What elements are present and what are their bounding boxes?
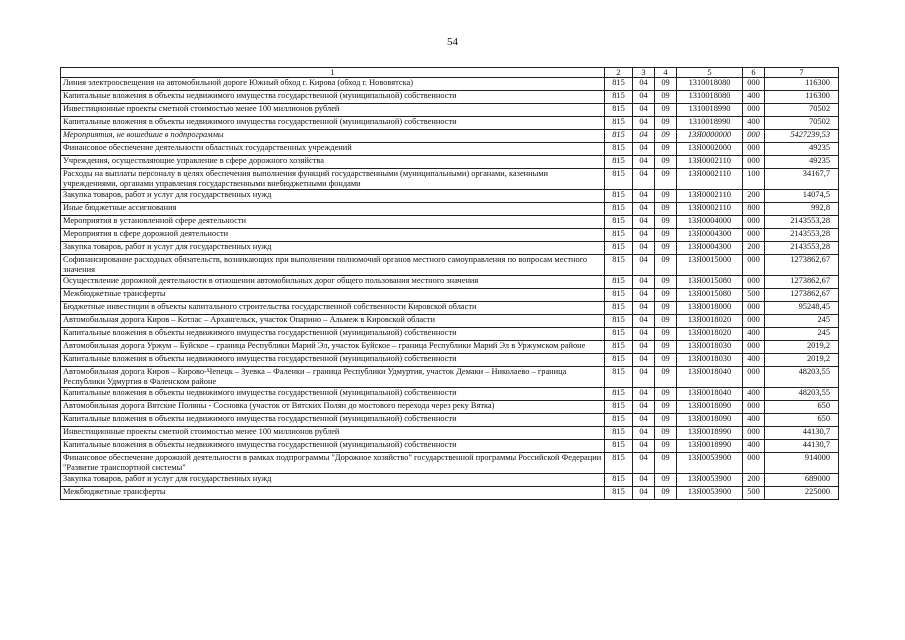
row-amount: 49235 bbox=[765, 156, 839, 169]
table-row bbox=[61, 354, 839, 367]
row-expense-type: 400 bbox=[743, 328, 765, 341]
row-subsection: 09 bbox=[655, 169, 677, 190]
row-ministry-code: 815 bbox=[605, 328, 633, 341]
table-row bbox=[61, 276, 839, 289]
row-section: 04 bbox=[633, 91, 655, 104]
header-cell: 6 bbox=[743, 68, 765, 78]
row-ministry-code: 815 bbox=[605, 354, 633, 367]
table-row bbox=[61, 453, 839, 474]
row-subsection: 09 bbox=[655, 229, 677, 242]
row-expense-type: 500 bbox=[743, 487, 765, 500]
row-amount: 49235 bbox=[765, 143, 839, 156]
table-row bbox=[61, 474, 839, 487]
row-expense-type: 000 bbox=[743, 453, 765, 474]
row-name: Мероприятия в сфере дорожной деятельности bbox=[61, 229, 605, 242]
row-target-article: 13Я0002110 bbox=[677, 190, 743, 203]
row-expense-type: 400 bbox=[743, 91, 765, 104]
row-section: 04 bbox=[633, 474, 655, 487]
row-subsection: 09 bbox=[655, 427, 677, 440]
header-cell: 7 bbox=[765, 68, 839, 78]
row-target-article: 13Я0004300 bbox=[677, 242, 743, 255]
row-amount: 2143553,28 bbox=[765, 229, 839, 242]
row-expense-type: 000 bbox=[743, 229, 765, 242]
row-ministry-code: 815 bbox=[605, 427, 633, 440]
row-amount: 914000 bbox=[765, 453, 839, 474]
row-target-article: 13Я0002110 bbox=[677, 156, 743, 169]
row-name: Софинансирование расходных обязательств, возникающих при выполнении полномочий органов местного самоуправления по вопросам местного значения bbox=[61, 255, 605, 276]
row-amount: 34167,7 bbox=[765, 169, 839, 190]
row-section: 04 bbox=[633, 401, 655, 414]
header-cell: 4 bbox=[655, 68, 677, 78]
row-subsection: 09 bbox=[655, 104, 677, 117]
table-row bbox=[61, 367, 839, 388]
row-ministry-code: 815 bbox=[605, 276, 633, 289]
table-row bbox=[61, 341, 839, 354]
row-ministry-code: 815 bbox=[605, 440, 633, 453]
row-ministry-code: 815 bbox=[605, 104, 633, 117]
row-name: Капитальные вложения в объекты недвижимого имущества государственной (муниципальной) собственности bbox=[61, 91, 605, 104]
row-subsection: 09 bbox=[655, 203, 677, 216]
row-expense-type: 800 bbox=[743, 203, 765, 216]
row-name: Автомобильная дорога Вятские Поляны - Сосновка (участок от Вятских Полян до мостового перехода через реку Вятка) bbox=[61, 401, 605, 414]
row-subsection: 09 bbox=[655, 289, 677, 302]
row-amount: 116300 bbox=[765, 91, 839, 104]
row-subsection: 09 bbox=[655, 117, 677, 130]
row-ministry-code: 815 bbox=[605, 388, 633, 401]
row-ministry-code: 815 bbox=[605, 78, 633, 91]
row-name: Финансовое обеспечение дорожной деятельности в рамках подпрограммы "Дорожное хозяйство" государственной программы Российской Федерации "Развитие транспортной системы" bbox=[61, 453, 605, 474]
row-section: 04 bbox=[633, 156, 655, 169]
row-section: 04 bbox=[633, 289, 655, 302]
row-expense-type: 400 bbox=[743, 440, 765, 453]
row-expense-type: 000 bbox=[743, 276, 765, 289]
row-ministry-code: 815 bbox=[605, 130, 633, 143]
header-cell: 3 bbox=[633, 68, 655, 78]
row-subsection: 09 bbox=[655, 143, 677, 156]
row-expense-type: 200 bbox=[743, 190, 765, 203]
row-ministry-code: 815 bbox=[605, 203, 633, 216]
row-subsection: 09 bbox=[655, 474, 677, 487]
row-expense-type: 000 bbox=[743, 401, 765, 414]
row-expense-type: 000 bbox=[743, 367, 765, 388]
row-ministry-code: 815 bbox=[605, 117, 633, 130]
row-target-article: 1310018080 bbox=[677, 91, 743, 104]
row-section: 04 bbox=[633, 328, 655, 341]
row-expense-type: 000 bbox=[743, 216, 765, 229]
table-row bbox=[61, 255, 839, 276]
row-ministry-code: 815 bbox=[605, 315, 633, 328]
table-row bbox=[61, 328, 839, 341]
row-target-article: 13Я0018990 bbox=[677, 427, 743, 440]
row-expense-type: 100 bbox=[743, 169, 765, 190]
row-target-article: 13Я0018000 bbox=[677, 302, 743, 315]
row-amount: 2143553,28 bbox=[765, 242, 839, 255]
row-amount: 2019,2 bbox=[765, 341, 839, 354]
row-expense-type: 200 bbox=[743, 474, 765, 487]
row-name: Расходы на выплаты персоналу в целях обеспечения выполнения функций государственными (муниципальными) органами, казенными учреждениями, органами управления государственными внебюджетными фондами bbox=[61, 169, 605, 190]
row-expense-type: 000 bbox=[743, 315, 765, 328]
row-subsection: 09 bbox=[655, 453, 677, 474]
row-ministry-code: 815 bbox=[605, 289, 633, 302]
table-row bbox=[61, 401, 839, 414]
row-amount: 1273862,67 bbox=[765, 255, 839, 276]
row-subsection: 09 bbox=[655, 440, 677, 453]
row-amount: 245 bbox=[765, 328, 839, 341]
row-expense-type: 000 bbox=[743, 255, 765, 276]
row-amount: 95248,45 bbox=[765, 302, 839, 315]
row-target-article: 13Я0018040 bbox=[677, 367, 743, 388]
table-row bbox=[61, 78, 839, 91]
row-subsection: 09 bbox=[655, 401, 677, 414]
row-ministry-code: 815 bbox=[605, 242, 633, 255]
row-name: Осуществление дорожной деятельности в отношении автомобильных дорог общего пользования местного значения bbox=[61, 276, 605, 289]
row-amount: 44130,7 bbox=[765, 440, 839, 453]
row-name: Линия электроосвещения на автомобильной дороге Южный обход г. Кирова (обход г. Нововятска) bbox=[61, 78, 605, 91]
row-subsection: 09 bbox=[655, 130, 677, 143]
row-amount: 14074,5 bbox=[765, 190, 839, 203]
row-name: Бюджетные инвестиции в объекты капитального строительства государственной собственности Кировской области bbox=[61, 302, 605, 315]
table-row bbox=[61, 169, 839, 190]
row-ministry-code: 815 bbox=[605, 169, 633, 190]
table-row bbox=[61, 130, 839, 143]
row-section: 04 bbox=[633, 440, 655, 453]
table-row bbox=[61, 91, 839, 104]
table-row bbox=[61, 388, 839, 401]
table-row bbox=[61, 203, 839, 216]
row-name: Иные бюджетные ассигнования bbox=[61, 203, 605, 216]
row-target-article: 13Я0018040 bbox=[677, 388, 743, 401]
row-target-article: 13Я0018090 bbox=[677, 414, 743, 427]
row-subsection: 09 bbox=[655, 78, 677, 91]
table-row bbox=[61, 289, 839, 302]
row-subsection: 09 bbox=[655, 302, 677, 315]
table-row bbox=[61, 302, 839, 315]
row-subsection: 09 bbox=[655, 216, 677, 229]
row-name: Капитальные вложения в объекты недвижимого имущества государственной (муниципальной) собственности bbox=[61, 440, 605, 453]
row-section: 04 bbox=[633, 104, 655, 117]
header-cell: 1 bbox=[61, 68, 605, 78]
row-ministry-code: 815 bbox=[605, 229, 633, 242]
row-ministry-code: 815 bbox=[605, 216, 633, 229]
table-row bbox=[61, 117, 839, 130]
row-amount: 2143553,28 bbox=[765, 216, 839, 229]
row-target-article: 13Я0018090 bbox=[677, 401, 743, 414]
row-target-article: 1310018080 bbox=[677, 78, 743, 91]
row-section: 04 bbox=[633, 453, 655, 474]
row-expense-type: 400 bbox=[743, 354, 765, 367]
row-section: 04 bbox=[633, 388, 655, 401]
row-section: 04 bbox=[633, 487, 655, 500]
row-expense-type: 400 bbox=[743, 414, 765, 427]
row-section: 04 bbox=[633, 216, 655, 229]
row-ministry-code: 815 bbox=[605, 453, 633, 474]
row-section: 04 bbox=[633, 117, 655, 130]
row-name: Автомобильная дорога Уржум – Буйское – граница Республики Марий Эл, участок Буйское – граница Республики Марий Эл в Уржумском районе bbox=[61, 341, 605, 354]
row-amount: 48203,55 bbox=[765, 367, 839, 388]
row-subsection: 09 bbox=[655, 255, 677, 276]
row-ministry-code: 815 bbox=[605, 487, 633, 500]
row-ministry-code: 815 bbox=[605, 190, 633, 203]
row-target-article: 13Я0053900 bbox=[677, 487, 743, 500]
row-target-article: 13Я0053900 bbox=[677, 474, 743, 487]
table-row bbox=[61, 315, 839, 328]
row-name: Капитальные вложения в объекты недвижимого имущества государственной (муниципальной) собственности bbox=[61, 414, 605, 427]
row-section: 04 bbox=[633, 169, 655, 190]
table-row bbox=[61, 487, 839, 500]
row-amount: 650 bbox=[765, 414, 839, 427]
header-cell: 5 bbox=[677, 68, 743, 78]
row-ministry-code: 815 bbox=[605, 414, 633, 427]
row-expense-type: 000 bbox=[743, 78, 765, 91]
row-ministry-code: 815 bbox=[605, 474, 633, 487]
table-header-row bbox=[61, 68, 839, 78]
row-target-article: 13Я0000000 bbox=[677, 130, 743, 143]
row-name: Закупка товаров, работ и услуг для государственных нужд bbox=[61, 242, 605, 255]
row-subsection: 09 bbox=[655, 341, 677, 354]
table-body bbox=[61, 78, 839, 500]
row-name: Инвестиционные проекты сметной стоимостью менее 100 миллионов рублей bbox=[61, 104, 605, 117]
budget-table bbox=[60, 67, 839, 500]
row-expense-type: 000 bbox=[743, 302, 765, 315]
row-target-article: 13Я0018030 bbox=[677, 341, 743, 354]
row-target-article: 13Я0053900 bbox=[677, 453, 743, 474]
row-subsection: 09 bbox=[655, 91, 677, 104]
row-amount: 70502 bbox=[765, 104, 839, 117]
table-row bbox=[61, 440, 839, 453]
row-expense-type: 000 bbox=[743, 156, 765, 169]
row-amount: 650 bbox=[765, 401, 839, 414]
row-name: Автомобильная дорога Киров – Котлас – Архангельск, участок Опарино – Альмеж в Кировской области bbox=[61, 315, 605, 328]
row-target-article: 1310018990 bbox=[677, 104, 743, 117]
row-target-article: 13Я0015000 bbox=[677, 255, 743, 276]
row-name: Мероприятия в установленной сфере деятельности bbox=[61, 216, 605, 229]
row-name: Капитальные вложения в объекты недвижимого имущества государственной (муниципальной) собственности bbox=[61, 354, 605, 367]
row-subsection: 09 bbox=[655, 242, 677, 255]
row-target-article: 13Я0015080 bbox=[677, 289, 743, 302]
row-expense-type: 200 bbox=[743, 242, 765, 255]
row-section: 04 bbox=[633, 143, 655, 156]
row-subsection: 09 bbox=[655, 354, 677, 367]
row-amount: 245 bbox=[765, 315, 839, 328]
table-row bbox=[61, 216, 839, 229]
row-name: Автомобильная дорога Киров – Кирово-Чепецк – Зуевка – Фаленки – граница Республики Удмуртия, участок Демаки – Николаево – граница Республики Удмуртия в Фаленском районе bbox=[61, 367, 605, 388]
row-name: Мероприятия, не вошедшие в подпрограммы bbox=[61, 130, 605, 143]
row-subsection: 09 bbox=[655, 487, 677, 500]
row-target-article: 13Я0018030 bbox=[677, 354, 743, 367]
row-amount: 48203,55 bbox=[765, 388, 839, 401]
row-ministry-code: 815 bbox=[605, 156, 633, 169]
row-section: 04 bbox=[633, 229, 655, 242]
table-row bbox=[61, 414, 839, 427]
row-expense-type: 000 bbox=[743, 104, 765, 117]
table-row bbox=[61, 143, 839, 156]
row-name: Закупка товаров, работ и услуг для государственных нужд bbox=[61, 190, 605, 203]
row-subsection: 09 bbox=[655, 276, 677, 289]
row-name: Инвестиционные проекты сметной стоимостью менее 100 миллионов рублей bbox=[61, 427, 605, 440]
row-name: Капитальные вложения в объекты недвижимого имущества государственной (муниципальной) собственности bbox=[61, 117, 605, 130]
header-cell: 2 bbox=[605, 68, 633, 78]
row-subsection: 09 bbox=[655, 315, 677, 328]
row-name: Учреждения, осуществляющие управление в сфере дорожного хозяйства bbox=[61, 156, 605, 169]
row-amount: 2019,2 bbox=[765, 354, 839, 367]
row-subsection: 09 bbox=[655, 328, 677, 341]
row-name: Межбюджетные трансферты bbox=[61, 487, 605, 500]
row-subsection: 09 bbox=[655, 367, 677, 388]
row-expense-type: 000 bbox=[743, 341, 765, 354]
row-section: 04 bbox=[633, 242, 655, 255]
row-target-article: 13Я0002000 bbox=[677, 143, 743, 156]
row-section: 04 bbox=[633, 315, 655, 328]
row-target-article: 13Я0002110 bbox=[677, 169, 743, 190]
table-row bbox=[61, 104, 839, 117]
row-amount: 1273862,67 bbox=[765, 276, 839, 289]
row-amount: 5427239,53 bbox=[765, 130, 839, 143]
row-ministry-code: 815 bbox=[605, 341, 633, 354]
row-section: 04 bbox=[633, 203, 655, 216]
row-section: 04 bbox=[633, 130, 655, 143]
row-section: 04 bbox=[633, 367, 655, 388]
row-name: Межбюджетные трансферты bbox=[61, 289, 605, 302]
row-name: Закупка товаров, работ и услуг для государственных нужд bbox=[61, 474, 605, 487]
row-section: 04 bbox=[633, 341, 655, 354]
row-amount: 1273862,67 bbox=[765, 289, 839, 302]
row-ministry-code: 815 bbox=[605, 143, 633, 156]
row-section: 04 bbox=[633, 78, 655, 91]
row-ministry-code: 815 bbox=[605, 367, 633, 388]
row-amount: 44130,7 bbox=[765, 427, 839, 440]
row-amount: 225000 bbox=[765, 487, 839, 500]
row-subsection: 09 bbox=[655, 388, 677, 401]
table-row bbox=[61, 156, 839, 169]
row-expense-type: 400 bbox=[743, 388, 765, 401]
table-row bbox=[61, 229, 839, 242]
page-number: 54 bbox=[447, 36, 458, 48]
row-section: 04 bbox=[633, 427, 655, 440]
row-target-article: 13Я0002110 bbox=[677, 203, 743, 216]
row-expense-type: 500 bbox=[743, 289, 765, 302]
row-section: 04 bbox=[633, 414, 655, 427]
row-amount: 70502 bbox=[765, 117, 839, 130]
row-target-article: 13Я0018020 bbox=[677, 315, 743, 328]
row-section: 04 bbox=[633, 354, 655, 367]
row-subsection: 09 bbox=[655, 156, 677, 169]
table-row bbox=[61, 427, 839, 440]
row-section: 04 bbox=[633, 302, 655, 315]
row-subsection: 09 bbox=[655, 414, 677, 427]
row-amount: 116300 bbox=[765, 78, 839, 91]
row-name: Финансовое обеспечение деятельности областных государственных учреждений bbox=[61, 143, 605, 156]
row-target-article: 13Я0018990 bbox=[677, 440, 743, 453]
row-section: 04 bbox=[633, 276, 655, 289]
row-ministry-code: 815 bbox=[605, 302, 633, 315]
row-target-article: 13Я0015080 bbox=[677, 276, 743, 289]
row-expense-type: 000 bbox=[743, 143, 765, 156]
row-name: Капитальные вложения в объекты недвижимого имущества государственной (муниципальной) собственности bbox=[61, 328, 605, 341]
row-ministry-code: 815 bbox=[605, 255, 633, 276]
row-expense-type: 400 bbox=[743, 117, 765, 130]
row-section: 04 bbox=[633, 255, 655, 276]
row-target-article: 13Я0018020 bbox=[677, 328, 743, 341]
row-amount: 992,8 bbox=[765, 203, 839, 216]
row-amount: 689000 bbox=[765, 474, 839, 487]
row-target-article: 1310018990 bbox=[677, 117, 743, 130]
table-row bbox=[61, 190, 839, 203]
row-ministry-code: 815 bbox=[605, 401, 633, 414]
row-ministry-code: 815 bbox=[605, 91, 633, 104]
row-target-article: 13Я0004300 bbox=[677, 229, 743, 242]
row-target-article: 13Я0004000 bbox=[677, 216, 743, 229]
table-row bbox=[61, 242, 839, 255]
row-section: 04 bbox=[633, 190, 655, 203]
row-subsection: 09 bbox=[655, 190, 677, 203]
row-expense-type: 000 bbox=[743, 130, 765, 143]
row-expense-type: 000 bbox=[743, 427, 765, 440]
row-name: Капитальные вложения в объекты недвижимого имущества государственной (муниципальной) собственности bbox=[61, 388, 605, 401]
